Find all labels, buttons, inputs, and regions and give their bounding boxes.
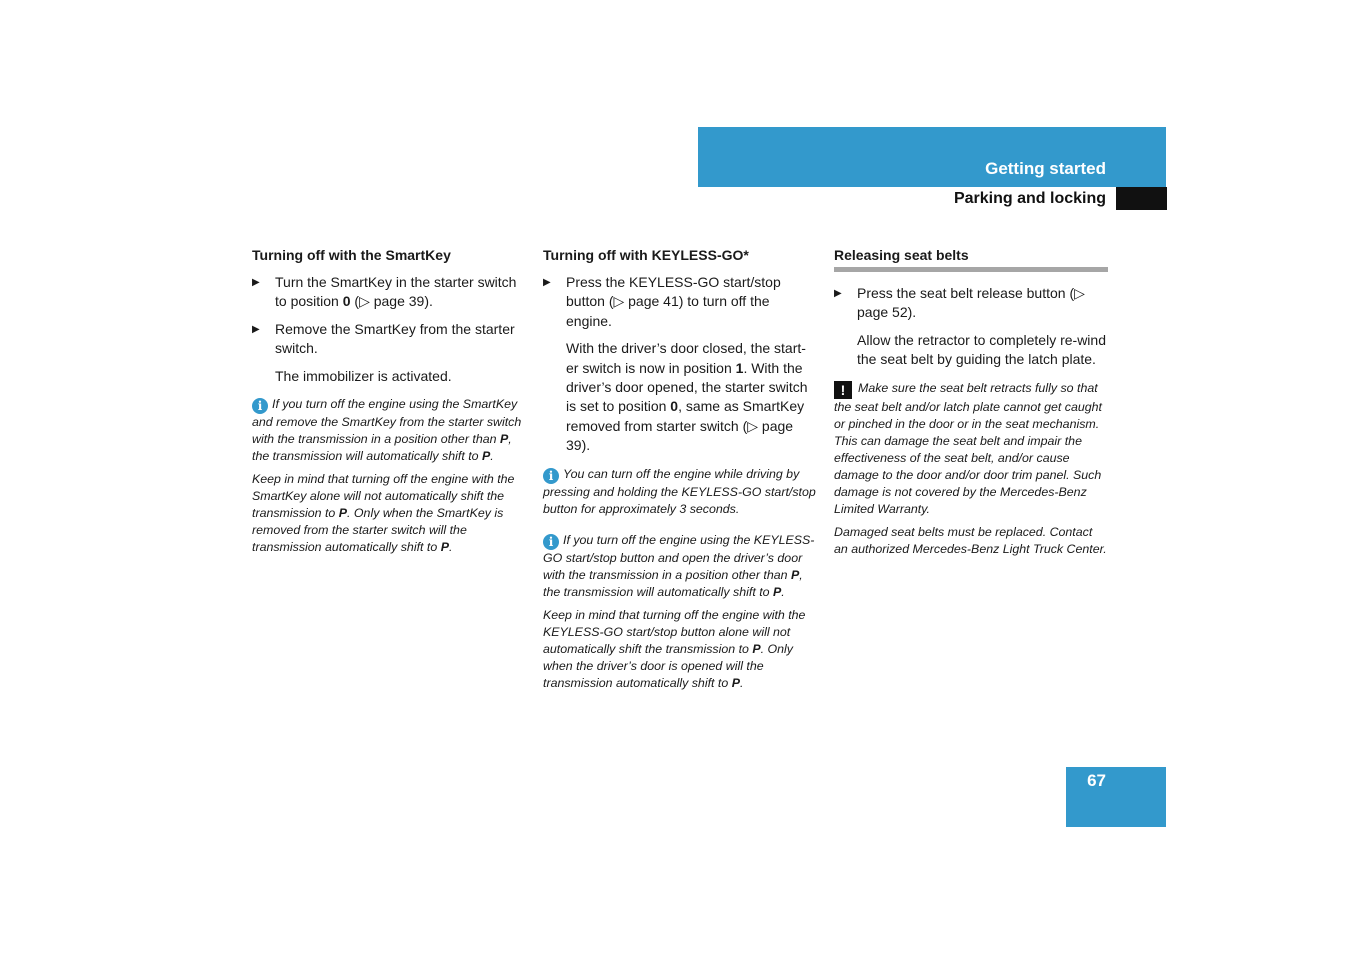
info-note: i You can turn off the engine while driving by pressing and holding the KEYLESS-GO start/stop button for approximately 3 seconds. [543, 466, 816, 516]
info-note: i If you turn off the engine using the KEYLESS-GO start/stop button and open the driver’s door with the transmission in a position other than P, the transmission will automatically shift to P. [543, 532, 815, 599]
column-seat-belts [834, 245, 1108, 564]
warning-note-continued: Damaged seat belts must be replaced. Contact an authorized Mercedes-Benz Light Truck Center. [834, 524, 1107, 556]
warning-note: ! Make sure the seat belt retracts fully so that the seat belt and/or latch plate cannot get caught or pinched in the door or in the seat mechanism. This can damage the seat belt and impair the effectiveness of the seat belt, and/or cause damage to the door and/or door trim panel. Such damage is not covered by the Mercedes-Benz Limited Warranty. [834, 380, 1102, 516]
page-number-box [1066, 767, 1166, 827]
info-note-continued: Keep in mind that turning off the engine with the SmartKey alone will not automatically shift the transmission to P. Only when the SmartKey is removed from the starter switch will the transmission automatically shift to P. [252, 472, 515, 555]
header-band [698, 127, 1166, 187]
column-keyless-go [543, 245, 817, 698]
column-smartkey [252, 245, 526, 562]
info-note: i If you turn off the engine using the SmartKey and remove the SmartKey from the starter switch with the transmission in a position other than P, the transmission will automatically shift to P. [252, 397, 522, 464]
heading-keyless-go: Turning off with KEYLESS-GO* [543, 247, 749, 263]
body-paragraph: With the driver’s door closed, the start-er switch is now in position 1. With the driver’s door opened, the starter switch is set to position 0, same as SmartKey removed from starter switch (▷ page 39). [566, 340, 808, 454]
info-icon: i [543, 468, 559, 484]
triangle-bullet-icon: ▶ [834, 288, 842, 299]
step-item: ▶ Turn the SmartKey in the starter switch to position 0 (▷ page 39). [252, 274, 517, 310]
info-note-continued: Keep in mind that turning off the engine with the KEYLESS-GO start/stop button alone will not automatically shift the transmission to P. Only when the driver’s door is opened will the transmission automatically shift to P. [543, 607, 806, 690]
heading-smartkey: Turning off with the SmartKey [252, 247, 451, 263]
result-text: The immobilizer is activated. [275, 367, 452, 384]
section-tab-marker [1116, 187, 1167, 210]
body-paragraph: Allow the retractor to completely re-wind the seat belt by guiding the latch plate. [857, 331, 1106, 368]
chapter-title: Getting started [985, 159, 1106, 178]
page-number: 67 [1087, 771, 1106, 790]
triangle-bullet-icon: ▶ [252, 323, 260, 335]
heading-seat-belts: Releasing seat belts [834, 245, 1108, 272]
step-item: ▶ Press the seat belt release button (▷ page 52). [834, 285, 1085, 321]
triangle-bullet-icon: ▶ [252, 277, 260, 288]
info-icon: i [252, 398, 268, 414]
warning-icon: ! [834, 381, 852, 399]
section-title: Parking and locking [953, 190, 1106, 207]
triangle-bullet-icon: ▶ [543, 277, 551, 288]
step-item: ▶ Remove the SmartKey from the starter switch. [252, 320, 515, 357]
step-item: ▶ Press the KEYLESS-GO start/stop button (▷ page 41) to turn off the engine. [543, 274, 781, 329]
info-icon: i [543, 534, 559, 550]
